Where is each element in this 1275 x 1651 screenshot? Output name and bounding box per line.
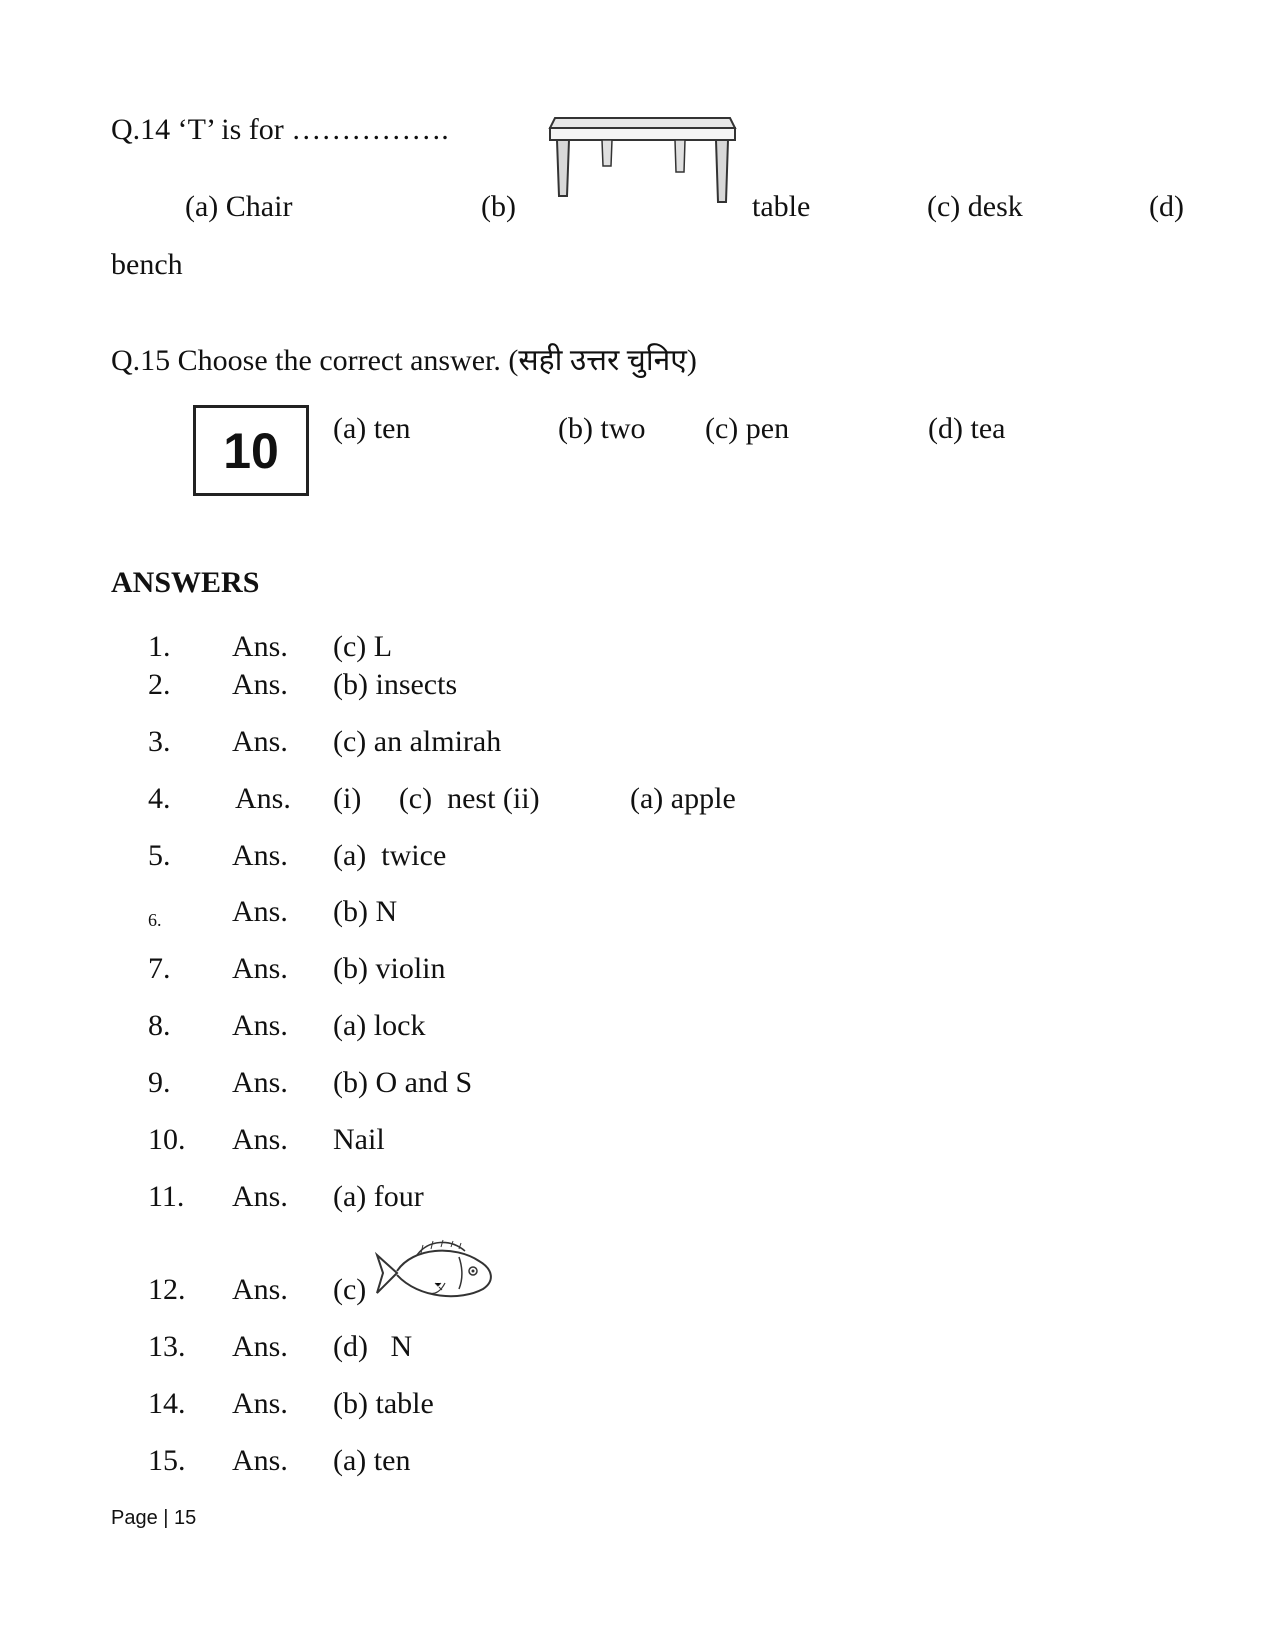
fish-image <box>375 1235 497 1307</box>
q14-option-b-word: table <box>752 190 811 223</box>
answer-label: Ans. <box>232 1330 288 1363</box>
answer-label: Ans. <box>232 1180 288 1213</box>
answer-label: Ans. <box>232 1444 288 1477</box>
answer-label: Ans. <box>232 630 288 663</box>
answer-value: (b) table <box>333 1387 434 1420</box>
answer-number: 5. <box>148 839 171 872</box>
answer-value: (b) O and S <box>333 1066 473 1099</box>
q14-option-d-word: bench <box>111 248 183 281</box>
number-box: 10 <box>193 405 309 496</box>
answer-value: (c) L <box>333 630 393 663</box>
answer-value: (a) ten <box>333 1444 411 1477</box>
answer-value: (a) twice <box>333 839 447 872</box>
answer-value: Nail <box>333 1123 385 1156</box>
answer-value: (c) <box>333 1273 367 1306</box>
answer-number: 3. <box>148 725 171 758</box>
answer-value: (c) an almirah <box>333 725 502 758</box>
q14-question: Q.14 ‘T’ is for ……………. <box>111 113 449 146</box>
answer-label: Ans. <box>232 839 288 872</box>
answer-label: Ans. <box>232 1387 288 1420</box>
q14-option-c: (c) desk <box>927 190 1023 223</box>
answer-number: 2. <box>148 668 171 701</box>
answer-number: 8. <box>148 1009 171 1042</box>
answer-label: Ans. <box>232 668 288 701</box>
answer-value-extra: (a) apple <box>630 782 736 815</box>
answer-number: 6. <box>148 910 162 930</box>
answer-number: 9. <box>148 1066 171 1099</box>
answer-value: (b) N <box>333 895 398 928</box>
q14-option-a: (a) Chair <box>185 190 293 223</box>
answer-value: (a) four <box>333 1180 424 1213</box>
answer-number: 14. <box>148 1387 186 1420</box>
answers-heading: ANSWERS <box>111 566 260 599</box>
answer-number: 12. <box>148 1273 186 1306</box>
answer-number: 10. <box>148 1123 186 1156</box>
q15-option-a: (a) ten <box>333 412 411 445</box>
q15-option-d: (d) tea <box>928 412 1006 445</box>
answer-label: Ans. <box>232 1066 288 1099</box>
answer-number: 13. <box>148 1330 186 1363</box>
answer-value: (i) (c) nest (ii) <box>333 782 540 815</box>
answer-value: (b) violin <box>333 952 446 985</box>
answer-number: 11. <box>148 1180 185 1213</box>
answer-label: Ans. <box>232 1123 288 1156</box>
answer-label: Ans. <box>232 895 288 928</box>
answer-number: 7. <box>148 952 171 985</box>
q15-option-c: (c) pen <box>705 412 790 445</box>
answer-number: 15. <box>148 1444 186 1477</box>
answer-label: Ans. <box>232 1273 288 1306</box>
answer-label: Ans. <box>235 782 291 815</box>
page-footer: Page | 15 <box>111 1507 197 1529</box>
table-image <box>545 108 740 210</box>
answer-label: Ans. <box>232 725 288 758</box>
answer-value: (b) insects <box>333 668 458 701</box>
answer-number: 4. <box>148 782 171 815</box>
answer-number: 1. <box>148 630 171 663</box>
answer-label: Ans. <box>232 1009 288 1042</box>
answer-label: Ans. <box>232 952 288 985</box>
q14-option-d: (d) <box>1149 190 1184 223</box>
answer-value: (d) N <box>333 1330 413 1363</box>
q14-option-b: (b) <box>481 190 516 223</box>
answer-value: (a) lock <box>333 1009 426 1042</box>
q15-question: Q.15 Choose the correct answer. (सही उत्तर चुनिए) <box>111 344 697 377</box>
q15-option-b: (b) two <box>558 412 646 445</box>
